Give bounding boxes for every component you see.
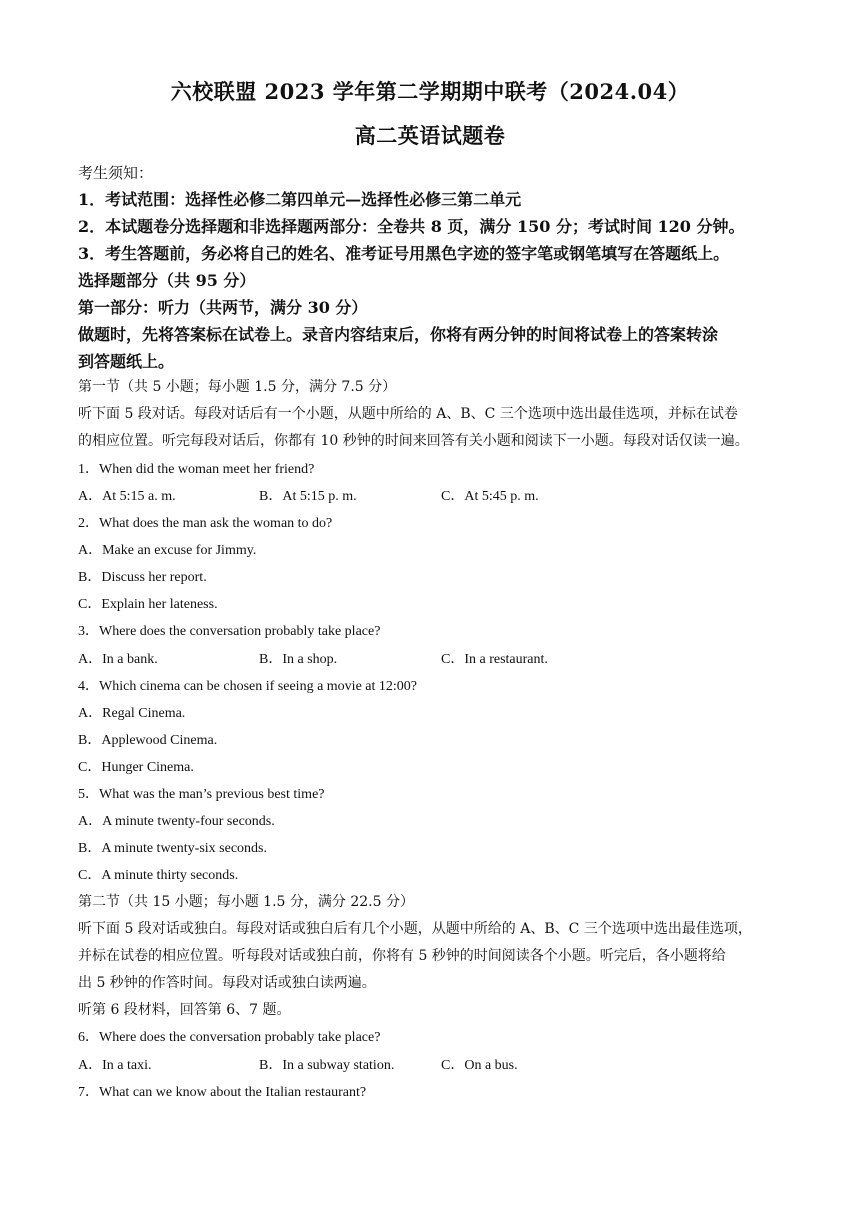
question-6-option-c: C．On a bus.: [441, 1058, 518, 1073]
question-5-stem: 5．What was the man’s previous best time?: [78, 787, 325, 802]
question-7-stem: 7．What can we know about the Italian restaurant?: [78, 1085, 367, 1100]
section2-desc-line-1: 听下面 5 段对话或独白。每段对话或独白后有几个小题，从题中所给的 A、B、C 三个选项中选出最佳选项，: [78, 921, 752, 937]
listening-heading: 第一部分：听力（共两节，满分 30 分）: [78, 298, 368, 317]
question-2-option-b: B．Discuss her report.: [78, 570, 207, 585]
question-3-option-b: B．In a shop.: [259, 652, 338, 667]
listening-instruction-line-1: 做题时，先将答案标在试卷上。录音内容结束后，你将有两分钟的时间将试卷上的答案转涂: [78, 325, 719, 344]
exam-title: 六校联盟 2023 学年第二学期期中联考（2024.04）: [170, 79, 690, 104]
part-choice-heading: 选择题部分（共 95 分）: [78, 271, 256, 290]
section2-heading: 第二节（共 15 小题；每小题 1.5 分，满分 22.5 分）: [78, 894, 414, 910]
section1-desc-line-2: 的相应位置。听完每段对话后，你都有 10 秒钟的时间来回答有关小题和阅读下一小题。每段对话仅读一遍。: [78, 433, 749, 449]
material-6-instruction: 听第 6 段材料，回答第 6、7 题。: [78, 1002, 291, 1018]
exam-subtitle: 高二英语试题卷: [354, 123, 506, 148]
question-6-option-b: B．In a subway station.: [259, 1058, 395, 1073]
question-1-option-c: C．At 5:45 p. m.: [441, 489, 539, 504]
question-4-option-c: C．Hunger Cinema.: [78, 760, 194, 775]
notice-heading: 考生须知：: [78, 164, 154, 182]
section2-desc-line-3: 出 5 秒钟的作答时间。每段对话或独白读两遍。: [78, 975, 376, 991]
notice-item-3: 3．考生答题前，务必将自己的姓名、准考证号用黑色字迹的签字笔或钢笔填写在答题纸上。: [78, 244, 730, 263]
notice-item-2: 2．本试题卷分选择题和非选择题两部分：全卷共 8 页，满分 150 分；考试时间 120 分钟。: [78, 217, 745, 236]
listening-instruction-line-2: 到答题纸上。: [78, 352, 175, 371]
question-3-stem: 3．Where does the conversation probably take place?: [78, 624, 381, 639]
question-5-option-c: C．A minute thirty seconds.: [78, 868, 239, 883]
question-4-option-b: B．Applewood Cinema.: [78, 733, 218, 748]
section1-heading: 第一节（共 5 小题；每小题 1.5 分，满分 7.5 分）: [78, 379, 397, 395]
question-3-option-a: A．In a bank.: [78, 652, 158, 667]
question-2-stem: 2．What does the man ask the woman to do?: [78, 516, 333, 531]
question-4-option-a: A．Regal Cinema.: [78, 706, 186, 721]
question-1-option-b: B．At 5:15 p. m.: [259, 489, 357, 504]
section1-desc-line-1: 听下面 5 段对话。每段对话后有一个小题，从题中所给的 A、B、C 三个选项中选出最佳选项，并标在试卷: [78, 406, 738, 422]
question-3-option-c: C．In a restaurant.: [441, 652, 548, 667]
section2-desc-line-2: 并标在试卷的相应位置。听每段对话或独白前，你将有 5 秒钟的时间阅读各个小题。听完后，各小题将给: [78, 948, 726, 964]
question-6-option-a: A．In a taxi.: [78, 1058, 152, 1073]
question-1-option-a: A．At 5:15 a. m.: [78, 489, 176, 504]
question-2-option-a: A．Make an excuse for Jimmy.: [78, 543, 257, 558]
notice-item-1: 1．考试范围：选择性必修二第四单元—选择性必修三第二单元: [78, 190, 522, 209]
question-1-stem: 1．When did the woman meet her friend?: [78, 462, 315, 477]
question-4-stem: 4．Which cinema can be chosen if seeing a movie at 12:00?: [78, 679, 417, 694]
question-5-option-b: B．A minute twenty-six seconds.: [78, 841, 267, 856]
question-5-option-a: A．A minute twenty-four seconds.: [78, 814, 275, 829]
question-2-option-c: C．Explain her lateness.: [78, 597, 218, 612]
question-6-stem: 6．Where does the conversation probably take place?: [78, 1030, 381, 1045]
